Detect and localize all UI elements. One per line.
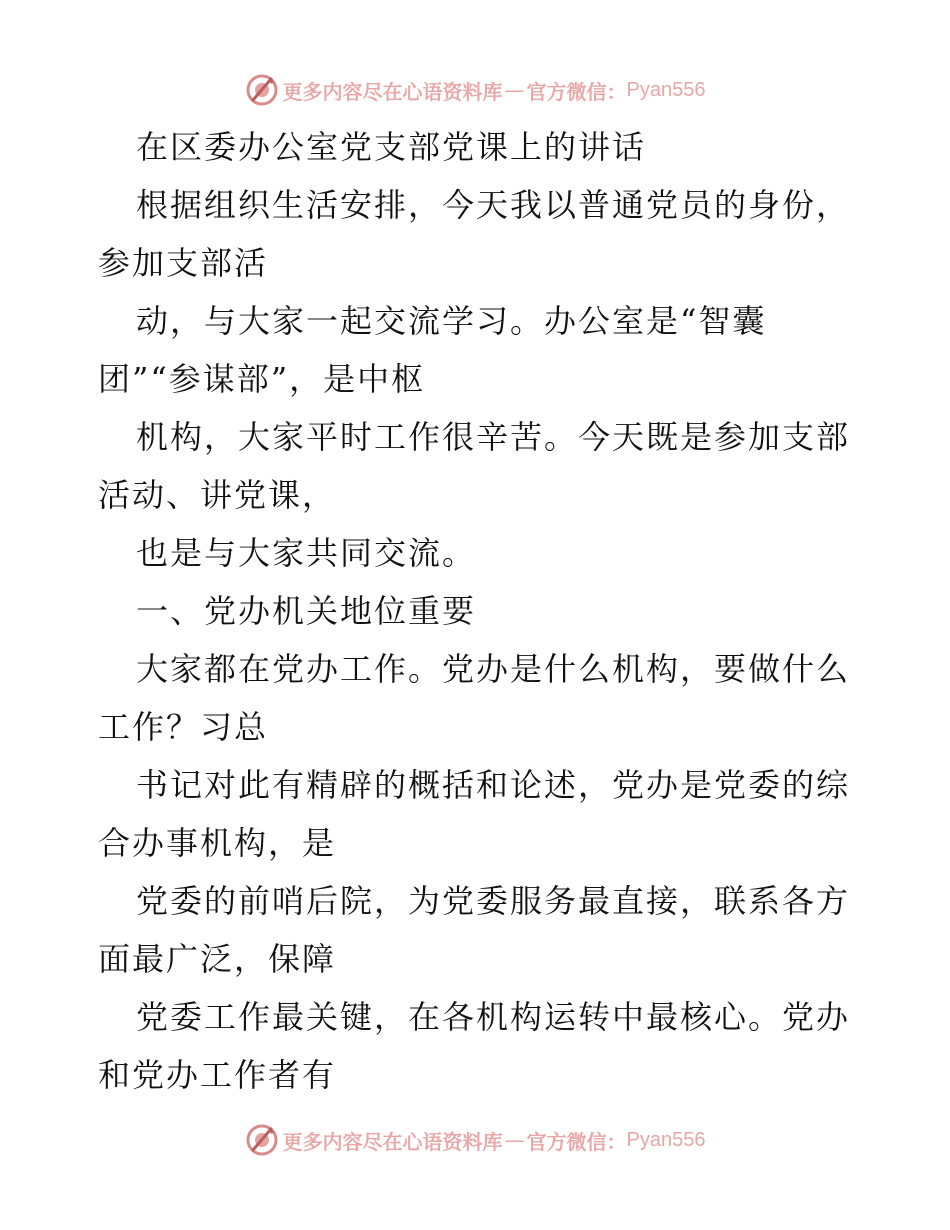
- doc-line: 机构，大家平时工作很辛苦。今天既是参加支部: [136, 418, 851, 456]
- watermark-id: Pyan556: [626, 1128, 706, 1151]
- doc-line: 合办事机构，是: [98, 824, 337, 862]
- doc-line: 和党办工作者有: [98, 1056, 337, 1094]
- document-body: [98, 118, 858, 1104]
- header-watermark: [0, 70, 950, 110]
- watermark-dash: —: [504, 1128, 525, 1152]
- watermark-official: 官方微信：: [526, 1129, 627, 1154]
- doc-line: 活动、讲党课，: [98, 476, 337, 514]
- watermark-dash: —: [504, 78, 525, 102]
- doc-line: 大家都在党办工作。党办是什么机构，要做什么: [136, 650, 851, 688]
- doc-line: 参加支部活: [98, 244, 269, 282]
- doc-line: 动，与大家一起交流学习。办公室是“智囊: [136, 302, 767, 340]
- watermark-official: 官方微信：: [526, 79, 627, 104]
- doc-line: 根据组织生活安排，今天我以普通党员的身份，: [136, 186, 851, 224]
- section-heading: 一、党办机关地位重要: [136, 592, 477, 630]
- watermark-brand: 更多内容尽在心语资料库: [282, 1129, 503, 1154]
- doc-line: 面最广泛，保障: [98, 940, 337, 978]
- doc-line: 党委的前哨后院，为党委服务最直接，联系各方: [136, 882, 851, 920]
- doc-line: 团”“参谋部”，是中枢: [98, 360, 426, 398]
- doc-line: 工作？习总: [98, 708, 269, 746]
- doc-line: 党委工作最关键，在各机构运转中最核心。党办: [136, 998, 851, 1036]
- doc-title: 在区委办公室党支部党课上的讲话: [136, 128, 647, 166]
- brand-logo-icon: [245, 73, 279, 107]
- footer-watermark: [0, 1120, 950, 1160]
- doc-line: 书记对此有精辟的概括和论述，党办是党委的综: [136, 766, 851, 804]
- watermark-id: Pyan556: [626, 78, 706, 101]
- doc-line: 也是与大家共同交流。: [136, 534, 477, 572]
- brand-logo-icon: [245, 1123, 279, 1157]
- watermark-brand: 更多内容尽在心语资料库: [282, 79, 503, 104]
